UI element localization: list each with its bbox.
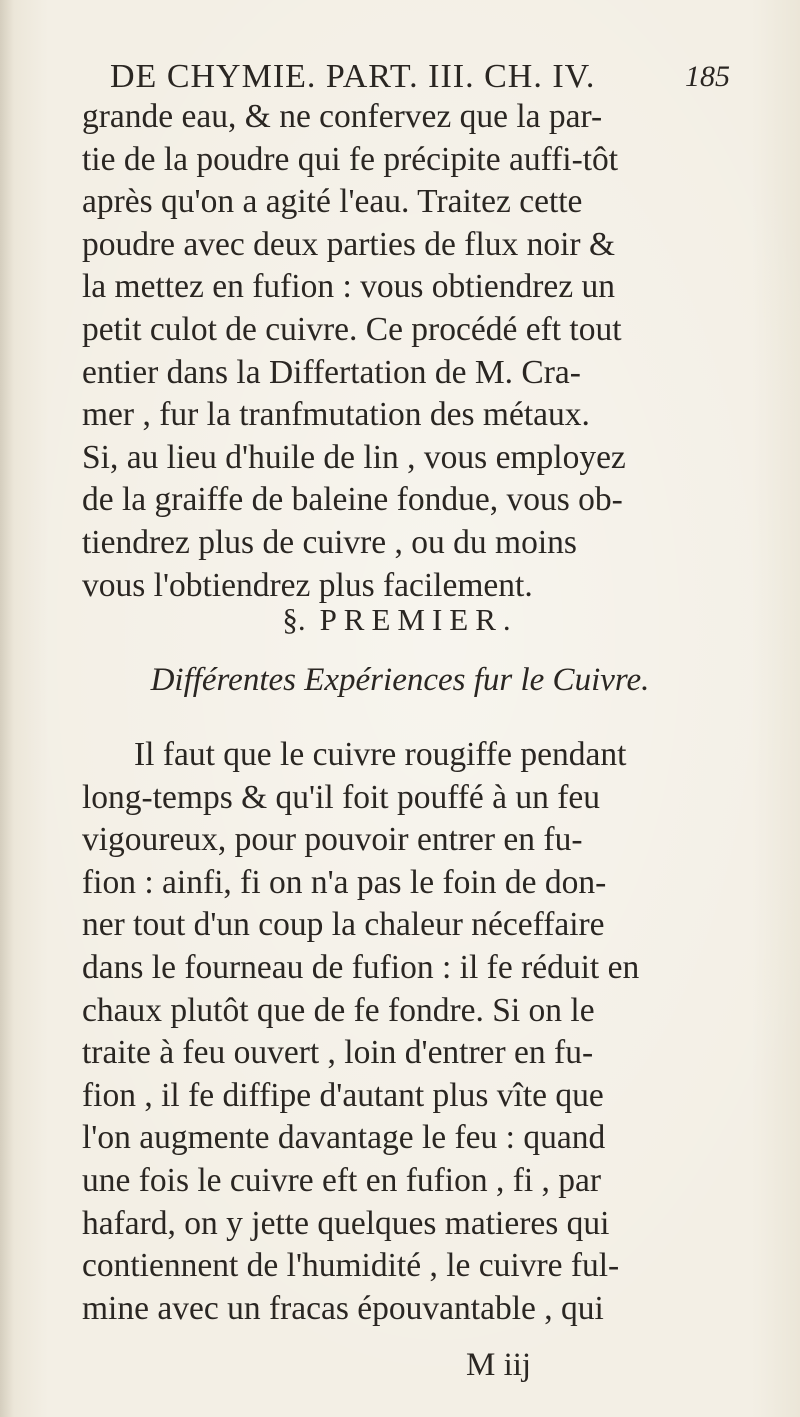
text-line: après qu'on a agité l'eau. Traitez cette — [82, 183, 583, 221]
text-line: contiennent de l'humidité , le cuivre ful- — [82, 1247, 620, 1285]
text-line: tie de la poudre qui fe précipite auffi-tôt — [82, 140, 619, 178]
text-line: dans le fourneau de fufion : il fe réduit en — [82, 948, 640, 986]
text-line: l'on augmente davantage le feu : quand — [82, 1119, 606, 1157]
text-line: Si, au lieu d'huile de lin , vous employez — [82, 438, 626, 476]
text-line: fion , il fe diffipe d'autant plus vîte que — [82, 1076, 604, 1114]
section-title: PREMIER. — [319, 602, 518, 637]
text-line: hafard, on y jette quelques matieres qui — [82, 1204, 610, 1242]
text-line: ner tout d'un coup la chaleur néceffaire — [82, 906, 605, 944]
text-line: une fois le cuivre eft en fufion , fi , par — [82, 1161, 602, 1199]
text-line: traite à feu ouvert , loin d'entrer en fu- — [82, 1034, 594, 1072]
text-line: mine avec un fracas épouvantable , qui — [82, 1289, 604, 1327]
paragraph-one — [82, 96, 742, 607]
section-heading — [0, 602, 800, 638]
text-line: fion : ainfi, fi on n'a pas le foin de don- — [82, 863, 607, 901]
text-line: mer , fur la tranfmutation des métaux. — [82, 396, 590, 434]
text-line: chaux plutôt que de fe fondre. Si on le — [82, 991, 595, 1029]
text-line: vous l'obtiendrez plus facilement. — [82, 566, 533, 604]
text-line: de la graiffe de baleine fondue, vous ob- — [82, 481, 623, 519]
text-line: vigoureux, pour pouvoir entrer en fu- — [82, 821, 583, 859]
text-line: entier dans la Differtation de M. Cra- — [82, 353, 581, 391]
text-line: poudre avec deux parties de flux noir & — [82, 225, 616, 263]
text-line: long-temps & qu'il foit pouffé à un feu — [82, 778, 601, 816]
text-line: la mettez en fufion : vous obtiendrez un — [82, 268, 616, 306]
section-sign: §. — [282, 602, 306, 637]
text-line: Il faut que le cuivre rougiffe pendant — [134, 736, 627, 773]
gutter-shadow — [0, 0, 14, 1417]
running-head: DE CHYMIE. PART. III. CH. IV. — [110, 58, 596, 95]
text-line: petit culot de cuivre. Ce procédé eft tout — [82, 310, 622, 348]
section-subtitle: Différentes Expériences fur le Cuivre. — [150, 662, 650, 698]
page-number: 185 — [685, 60, 730, 93]
text-line: tiendrez plus de cuivre , ou du moins — [82, 523, 577, 561]
paragraph-two — [82, 734, 742, 1330]
signature-mark: M iij — [466, 1347, 532, 1383]
text-line: grande eau, & ne confervez que la par- — [82, 98, 603, 135]
